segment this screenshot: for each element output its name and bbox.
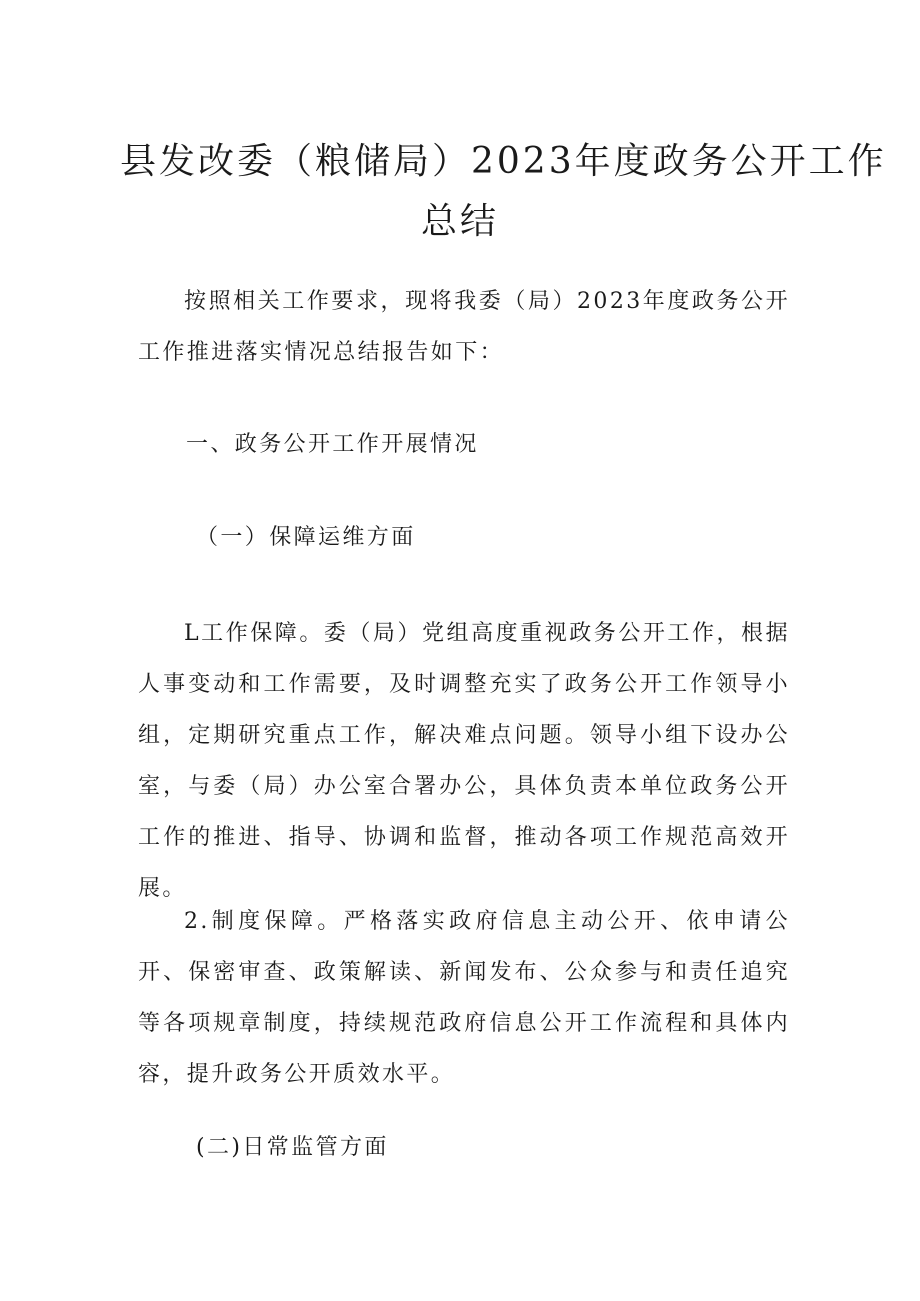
title-line-2: 总结 <box>420 201 499 242</box>
section-heading-1: 一、政务公开工作开展情况 <box>186 432 479 457</box>
title-line-1: 县发改委（粮储局）2023年度政务公开工作 <box>120 141 887 182</box>
intro-paragraph: 按照相关工作要求，现将我委（局）2023年度政务公开工作推进落实情况总结报告如下： <box>138 289 790 365</box>
subsection-heading-1: （一）保障运维方面 <box>196 525 416 550</box>
paragraph-system-guarantee: 2.制度保障。严格落实政府信息主动公开、依申请公开、保密审查、政策解读、新闻发布、公众参与和责任追究等各项规章制度，持续规范政府信息公开工作流程和具体内容，提升政务公开质效水平。 <box>138 909 790 1087</box>
subsection-heading-2: (二)日常监管方面 <box>196 1135 389 1160</box>
document-title <box>120 132 887 252</box>
paragraph-work-guarantee: L工作保障。委（局）党组高度重视政务公开工作，根据人事变动和工作需要，及时调整充实了政务公开工作领导小组，定期研究重点工作，解决难点问题。领导小组下设办公室，与委（局）办公室合署办公，具体负责本单位政务公开工作的推进、指导、协调和监督，推动各项工作规范高效开展。 <box>138 621 790 901</box>
